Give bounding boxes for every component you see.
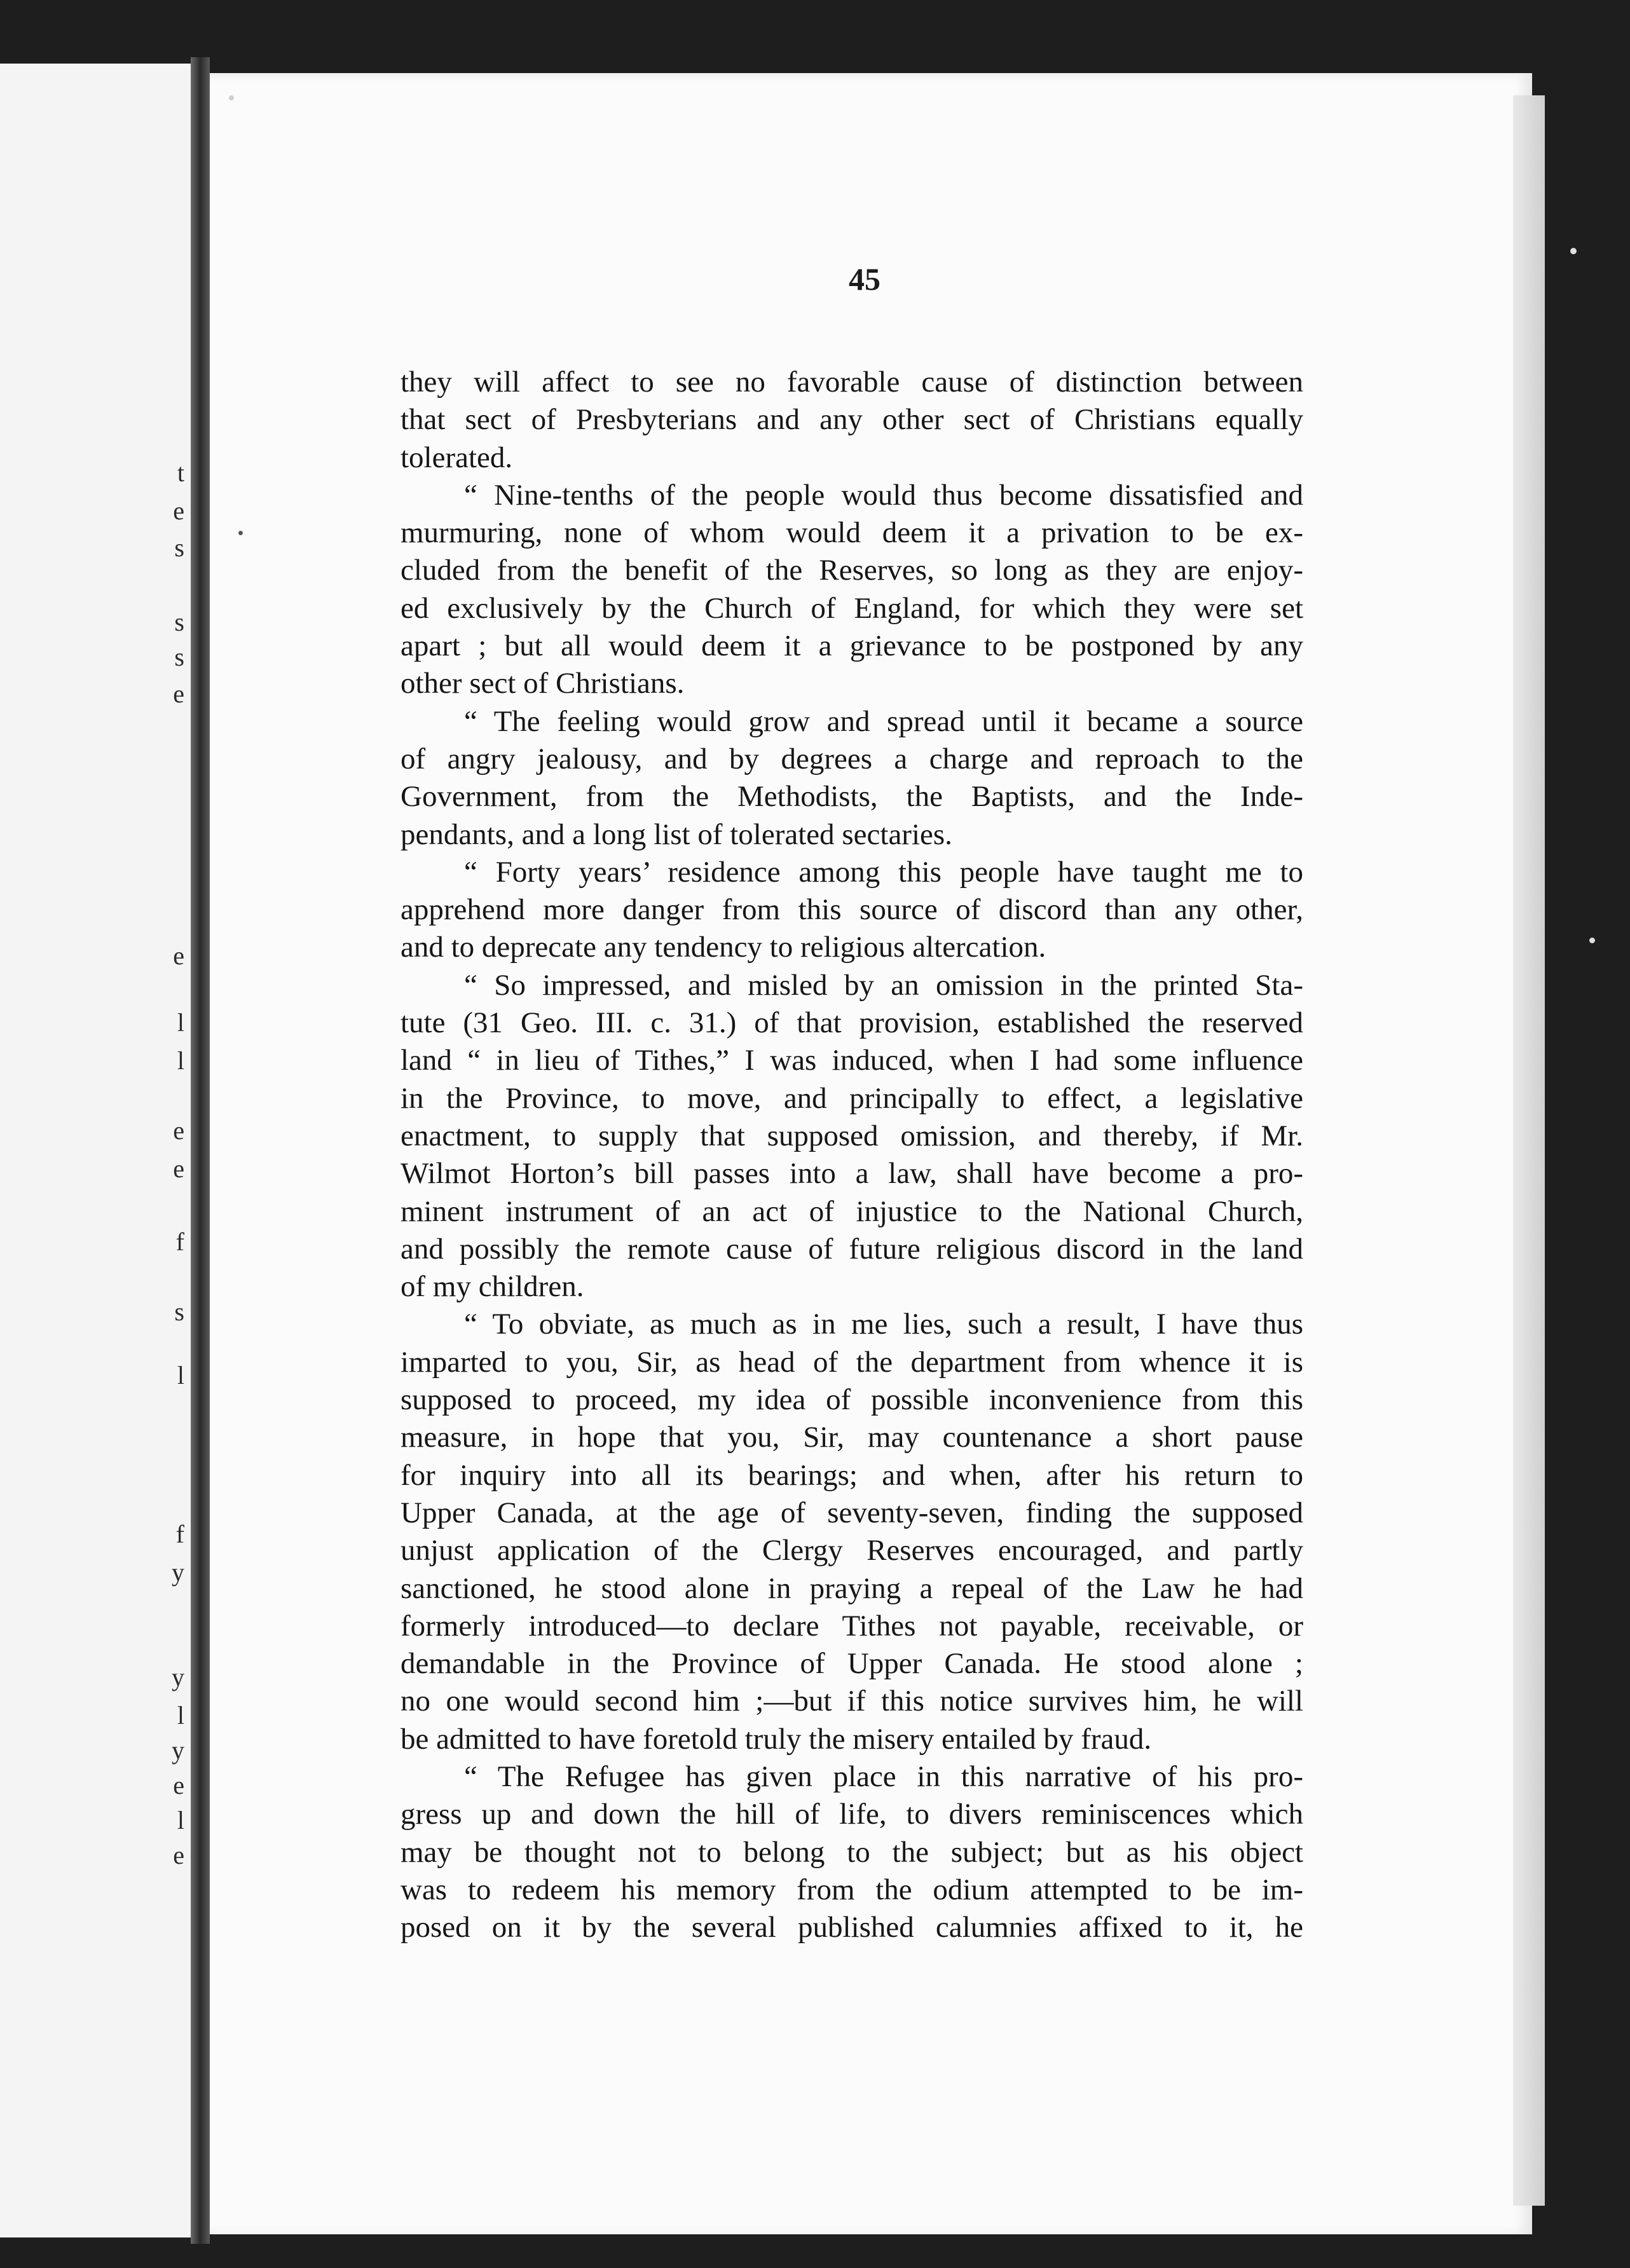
page-stack-edge — [1513, 95, 1545, 2206]
left-page-letter-fragment: s — [174, 1297, 184, 1326]
text-line: they will affect to see no favorable cause of distinction between — [401, 365, 1303, 399]
text-line: murmuring, none of whom would deem it a privation to be ex- — [401, 516, 1303, 550]
book-gutter — [191, 57, 210, 2244]
text-line: tute (31 Geo. III. c. 31.) of that provision, established the reserved — [401, 1006, 1303, 1040]
text-line: supposed to proceed, my idea of possible inconvenience from this — [401, 1383, 1303, 1417]
text-line: no one would second him ;—but if this notice survives him, he will — [401, 1684, 1303, 1718]
left-page-letter-fragment: s — [174, 533, 184, 562]
left-page-letter-fragment: e — [173, 496, 184, 525]
left-page-letter-fragment: y — [172, 1558, 184, 1587]
text-line: cluded from the benefit of the Reserves, so long as they are enjoy- — [401, 554, 1303, 587]
page-number: 45 — [849, 261, 880, 297]
text-line: minent instrument of an act of injustice to the National Church, — [401, 1194, 1303, 1228]
text-line: gress up and down the hill of life, to divers reminiscences which — [401, 1798, 1303, 1831]
left-page-letter-fragment: f — [175, 1520, 184, 1548]
text-line: “ Nine-tenths of the people would thus become dissatisfied and — [464, 478, 1303, 512]
left-page-letter-fragment: s — [174, 608, 184, 636]
left-page-text-fragments — [0, 64, 191, 2237]
left-page-letter-fragment: e — [173, 680, 184, 708]
left-page-letter-fragment: l — [177, 1008, 184, 1037]
scan-speck — [238, 531, 243, 535]
text-line: pendants, and a long list of tolerated sectaries. — [401, 817, 952, 851]
text-line: for inquiry into all its bearings; and when, after his return to — [401, 1458, 1303, 1492]
left-page-letter-fragment: e — [173, 1771, 184, 1800]
text-line: land “ in lieu of Tithes,” I was induced, when I had some influence — [401, 1044, 1303, 1077]
text-line: tolerated. — [401, 441, 513, 474]
text-line: imparted to you, Sir, as head of the department from whence it is — [401, 1345, 1303, 1379]
text-line: enactment, to supply that supposed omission, and thereby, if Mr. — [401, 1119, 1303, 1152]
body-text — [401, 364, 1303, 1946]
text-line: “ To obviate, as much as in me lies, such a result, I have thus — [464, 1308, 1303, 1341]
text-line: may be thought not to belong to the subject; but as his object — [401, 1835, 1303, 1869]
text-line: ed exclusively by the Church of England, for which they were set — [401, 591, 1303, 625]
text-line: of angry jealousy, and by degrees a charge and reproach to the — [401, 742, 1303, 775]
left-page-letter-fragment: s — [174, 643, 184, 671]
text-line: in the Province, to move, and principally to effect, a legislative — [401, 1081, 1303, 1115]
text-line: and possibly the remote cause of future religious discord in the land — [401, 1232, 1303, 1266]
text-line: unjust application of the Clergy Reserves encouraged, and partly — [401, 1534, 1303, 1568]
scan-speck — [229, 95, 234, 100]
left-page-letter-fragment: l — [177, 1361, 184, 1390]
text-line: Government, from the Methodists, the Baptists, and the Inde- — [401, 780, 1303, 814]
text-line: “ The feeling would grow and spread until it became a source — [464, 704, 1303, 738]
text-line: “ So impressed, and misled by an omission in the printed Sta- — [464, 968, 1303, 1002]
scan-speck — [1589, 938, 1595, 943]
text-line: sanctioned, he stood alone in praying a repeal of the Law he had — [401, 1571, 1303, 1605]
text-line: “ The Refugee has given place in this narrative of his pro- — [464, 1759, 1303, 1793]
left-page-letter-fragment: l — [177, 1806, 184, 1834]
text-line: apart ; but all would deem it a grievance to be postponed by any — [401, 629, 1303, 663]
left-page-letter-fragment: l — [177, 1046, 184, 1075]
text-line: apprehend more danger from this source of discord than any other, — [401, 893, 1303, 927]
text-line: was to redeem his memory from the odium attempted to be im- — [401, 1873, 1303, 1906]
left-page-letter-fragment: t — [177, 458, 184, 487]
left-page-letter-fragment: e — [173, 1841, 184, 1869]
left-page-edge — [0, 64, 192, 2237]
left-page-letter-fragment: l — [177, 1701, 184, 1730]
left-page-letter-fragment: y — [172, 1663, 184, 1691]
text-line: be admitted to have foretold truly the misery entailed by fraud. — [401, 1722, 1152, 1756]
text-line: that sect of Presbyterians and any other sect of Christians equally — [401, 403, 1303, 437]
text-line: and to deprecate any tendency to religious altercation. — [401, 931, 1046, 964]
text-line: formerly introduced—to declare Tithes not payable, receivable, or — [401, 1609, 1303, 1643]
left-page-letter-fragment: e — [173, 941, 184, 970]
text-line: posed on it by the several published calumnies affixed to it, he — [401, 1911, 1303, 1944]
text-line: Wilmot Horton’s bill passes into a law, shall have become a pro- — [401, 1157, 1303, 1191]
text-line: measure, in hope that you, Sir, may countenance a short pause — [401, 1421, 1303, 1454]
text-line: Upper Canada, at the age of seventy-seven, finding the supposed — [401, 1496, 1303, 1529]
left-page-letter-fragment: f — [175, 1227, 184, 1256]
text-line: other sect of Christians. — [401, 667, 685, 700]
left-page-letter-fragment: e — [173, 1116, 184, 1145]
text-line: demandable in the Province of Upper Canada. He stood alone ; — [401, 1647, 1303, 1681]
scan-speck — [1570, 248, 1577, 254]
left-page-letter-fragment: e — [173, 1154, 184, 1183]
left-page-letter-fragment: y — [172, 1736, 184, 1765]
text-line: of my children. — [401, 1270, 584, 1304]
text-line: “ Forty years’ residence among this people have taught me to — [464, 855, 1303, 889]
